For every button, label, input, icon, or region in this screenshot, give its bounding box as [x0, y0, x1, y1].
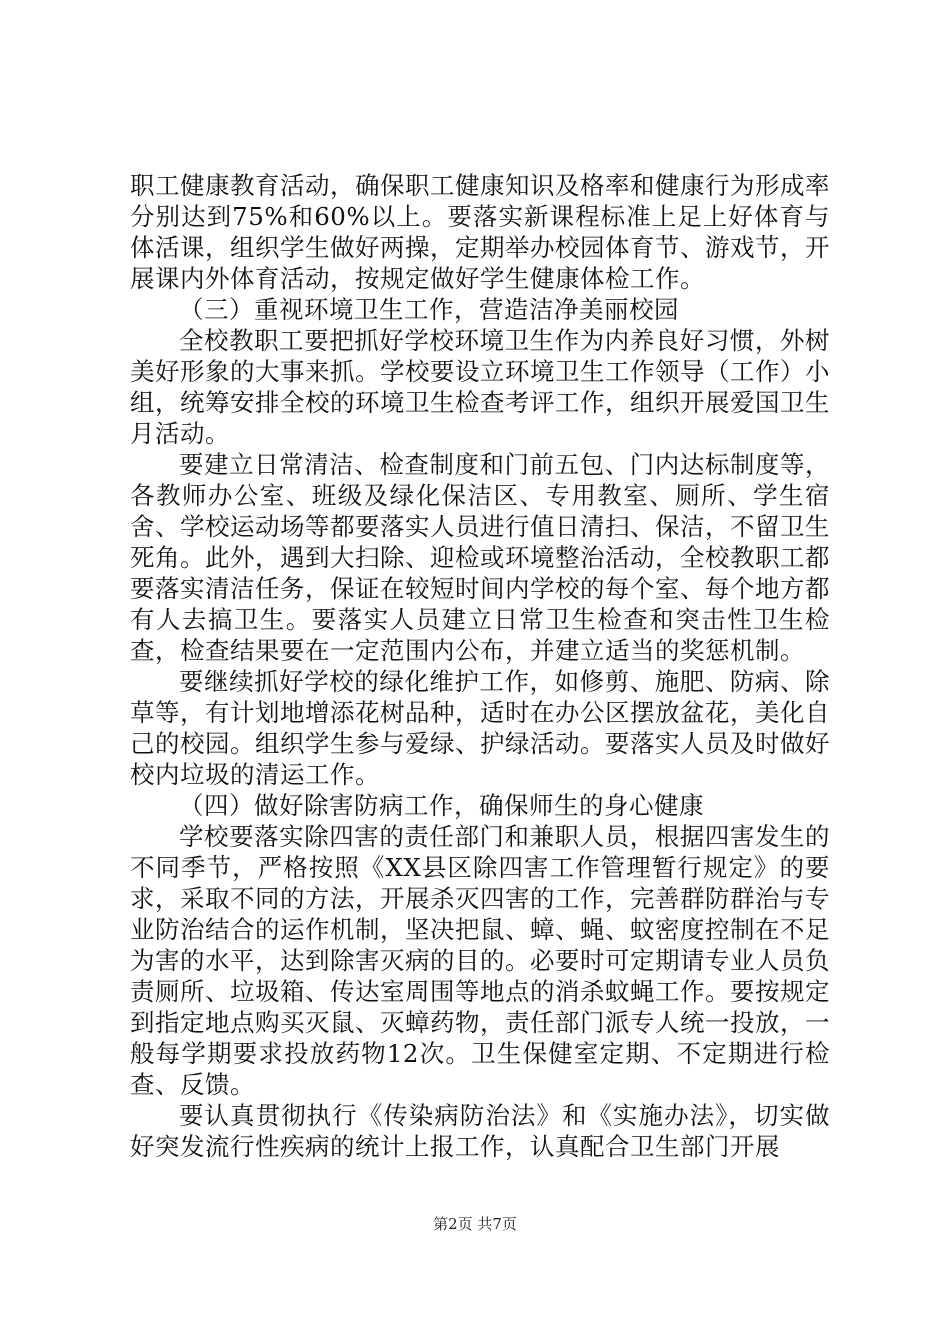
paragraph-3: 要建立日常清洁、检查制度和门前五包、门内达标制度等，各教师办公室、班级及绿化保洁区、专用教室、厕所、学生宿舍、学校运动场等都要落实人员进行值日清扫、保洁，不留卫生死角。此外，遇到大扫除、迎检或环境整治活动，全校教职工都要落实清洁任务，保证在较短时间内学校的每个室、每个地方都有人去搞卫生。要落实人员建立日常卫生检查和突击性卫生检查，检查结果要在一定范围内公布，并建立适当的奖惩机制。	[130, 450, 830, 665]
paragraph-5: 学校要落实除四害的责任部门和兼职人员，根据四害发生的不同季节，严格按照《XX县区除四害工作管理暂行规定》的要求，采取不同的方法，开展杀灭四害的工作，完善群防群治与专业防治结合的运作机制，坚决把鼠、蟑、蝇、蚊密度控制在不足为害的水平，达到除害灭病的目的。必要时可定期请专业人员负责厕所、垃圾箱、传达室周围等地点的消杀蚊蝇工作。要按规定到指定地点购买灭鼠、灭蟑药物，责任部门派专人统一投放，一般每学期要求投放药物12次。卫生保健室定期、不定期进行检查、反馈。	[130, 822, 830, 1099]
paragraph-6: 要认真贯彻执行《传染病防治法》和《实施办法》，切实做好突发流行性疾病的统计上报工作，认真配合卫生部门开展	[130, 1101, 830, 1161]
section-heading-4: （四）做好除害防病工作，确保师生的身心健康	[179, 791, 704, 820]
page-footer: 第2页 共7页	[433, 1215, 517, 1233]
paragraph-1: 职工健康教育活动，确保职工健康知识及格率和健康行为形成率分别达到75%和60%以上。要落实新课程标准上足上好体育与体活课，组织学生做好两操，定期举办校园体育节、游戏节，开展课内外体育活动，按规定做好学生健康体检工作。	[130, 171, 830, 293]
paragraph-4: 要继续抓好学校的绿化维护工作，如修剪、施肥、防病、除草等，有计划地增添花树品种，适时在办公区摆放盆花，美化自己的校园。组织学生参与爱绿、护绿活动。要落实人员及时做好校内垃圾的清运工作。	[130, 667, 830, 789]
paragraph-2: 全校教职工要把抓好学校环境卫生作为内养良好习惯，外树美好形象的大事来抓。学校要设立环境卫生工作领导（工作）小组，统筹安排全校的环境卫生检查考评工作，组织开展爱国卫生月活动。	[130, 326, 830, 448]
document-body	[130, 170, 830, 1162]
section-heading-3: （三）重视环境卫生工作，营造洁净美丽校园	[179, 295, 679, 324]
